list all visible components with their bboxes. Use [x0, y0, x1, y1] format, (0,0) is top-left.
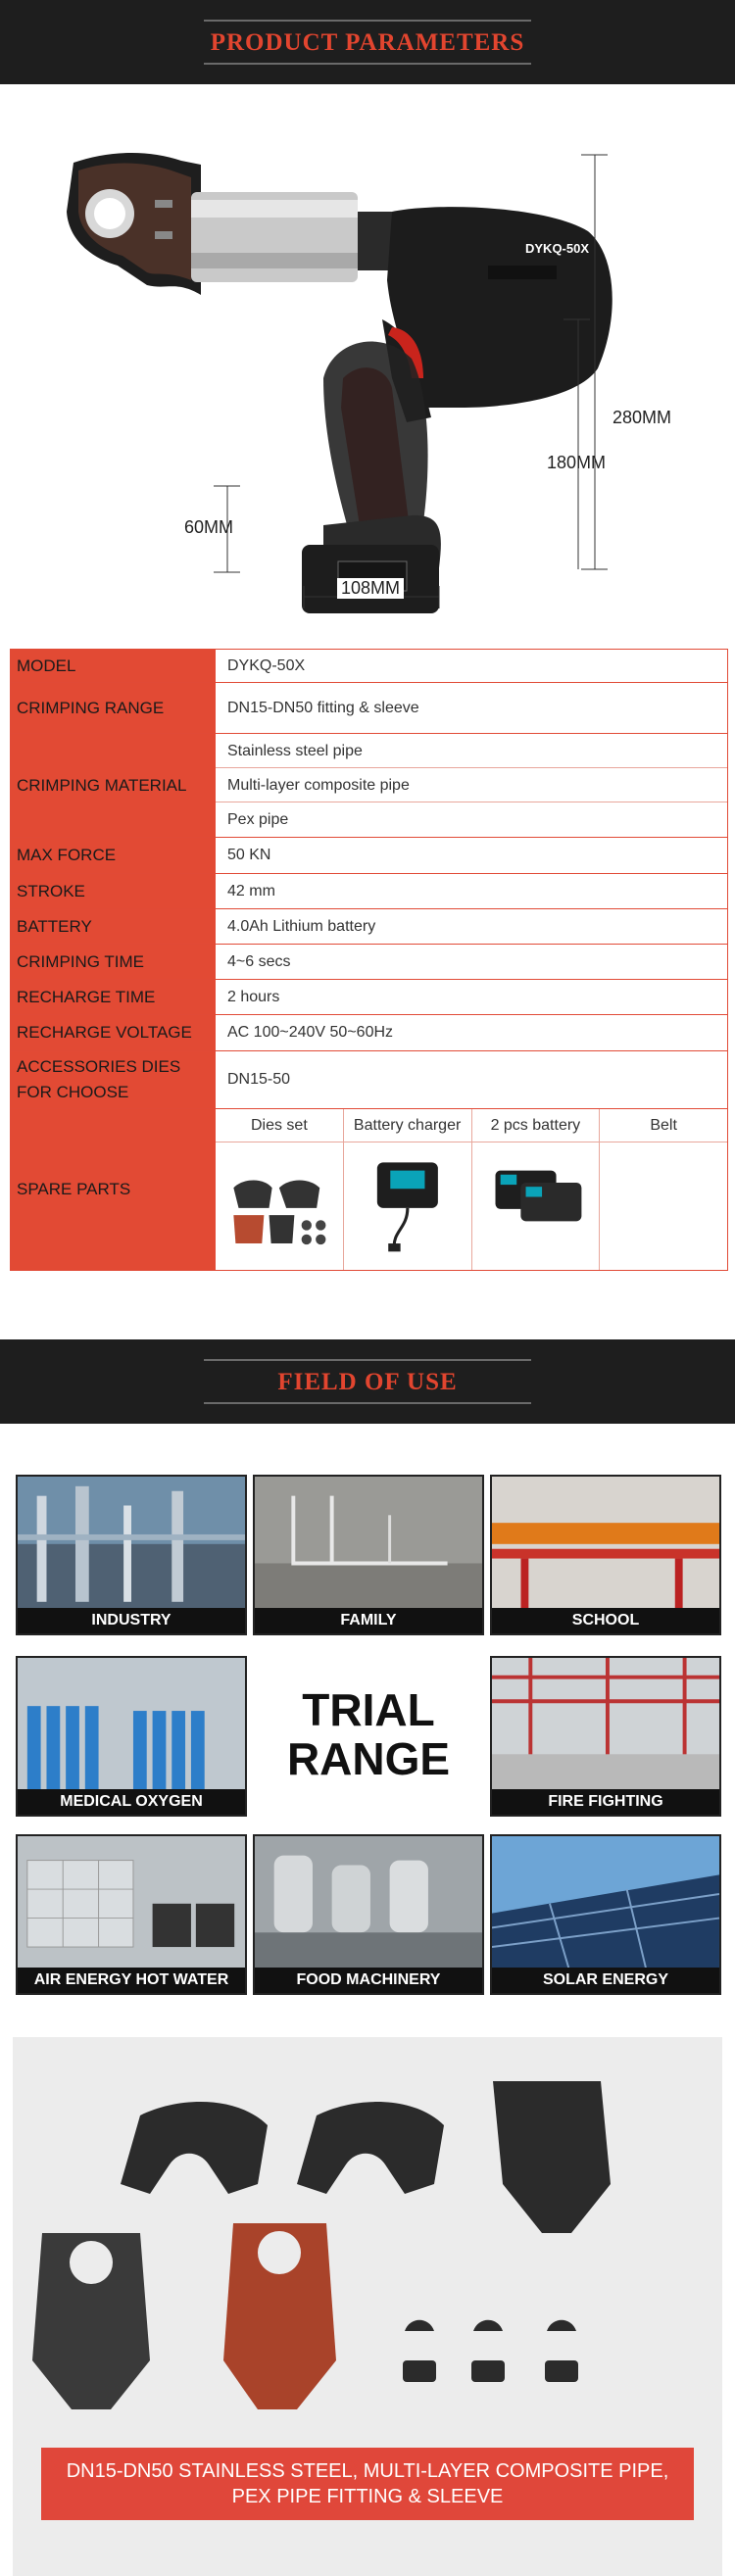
spec-value: 2 hours	[216, 980, 728, 1015]
dies-caption	[41, 2448, 694, 2520]
medical-oxygen-image	[18, 1658, 245, 1791]
section-title: FIELD OF USE	[277, 1369, 458, 1395]
spec-key: MAX FORCE	[11, 838, 216, 874]
battery-charger-icon	[352, 1152, 464, 1253]
spec-key: MODEL	[11, 650, 216, 683]
field-tile-school	[490, 1475, 721, 1635]
spec-value: 4.0Ah Lithium battery	[216, 909, 728, 945]
dies-caption-line2: PEX PIPE FITTING & SLEEVE	[231, 2486, 504, 2507]
section-header-parameters	[0, 0, 735, 84]
table-row	[11, 980, 728, 1015]
field-tile-fire-fighting	[490, 1656, 721, 1817]
field-label: FOOD MACHINERY	[255, 1968, 482, 1993]
field-tile-solar-energy	[490, 1834, 721, 1995]
spec-value: Multi-layer composite pipe	[216, 768, 727, 802]
spec-value: 4~6 secs	[216, 945, 728, 980]
trial-range-heading	[261, 1656, 476, 1817]
field-label: SCHOOL	[492, 1608, 719, 1633]
product-image-area	[0, 84, 735, 633]
field-label: FAMILY	[255, 1608, 482, 1633]
crimping-tool-illustration	[0, 84, 735, 633]
spec-value: Stainless steel pipe	[216, 734, 727, 768]
spec-key: SPARE PARTS	[11, 1109, 216, 1271]
spare-part-charger	[344, 1109, 472, 1270]
spec-value: DYKQ-50X	[216, 650, 728, 683]
air-energy-image	[18, 1836, 245, 1969]
food-machinery-image	[255, 1836, 482, 1969]
field-tile-industry	[16, 1475, 247, 1635]
table-row	[11, 838, 728, 874]
field-tile-medical-oxygen	[16, 1656, 247, 1817]
section-header-field-of-use	[0, 1339, 735, 1424]
table-row	[11, 683, 728, 734]
spec-key: BATTERY	[11, 909, 216, 945]
spec-value: DN15-DN50 fitting & sleeve	[216, 683, 728, 734]
range-text: RANGE	[286, 1733, 451, 1784]
header-rule-bottom	[204, 1402, 531, 1404]
dimension-body-height: 180MM	[547, 453, 607, 472]
dimension-battery-height: 60MM	[184, 517, 234, 537]
spare-part-dies	[216, 1109, 344, 1270]
field-label: FIRE FIGHTING	[492, 1789, 719, 1815]
spec-key: RECHARGE VOLTAGE	[11, 1015, 216, 1051]
spec-key: STROKE	[11, 874, 216, 909]
spare-part-label: Battery charger	[344, 1109, 471, 1142]
table-row	[11, 650, 728, 683]
spec-value: 50 KN	[216, 838, 728, 874]
spec-value: 42 mm	[216, 874, 728, 909]
header-rule-bottom	[204, 63, 531, 65]
spec-table	[10, 649, 728, 1271]
spec-value: DN15-50	[216, 1051, 728, 1109]
table-row	[11, 874, 728, 909]
header-rule-top	[204, 20, 531, 22]
model-on-body: DYKQ-50X	[525, 241, 590, 256]
field-tile-food-machinery	[253, 1834, 484, 1995]
spec-value: Pex pipe	[227, 811, 289, 828]
family-image	[255, 1477, 482, 1610]
spare-parts-cell	[216, 1109, 728, 1271]
spare-part-label: Belt	[600, 1109, 727, 1142]
table-row	[11, 1015, 728, 1051]
spec-value: AC 100~240V 50~60Hz	[216, 1015, 728, 1051]
field-tile-air-energy-hot-water	[16, 1834, 247, 1995]
field-tile-family	[253, 1475, 484, 1635]
battery-icon	[480, 1152, 592, 1253]
dies-caption-line1: DN15-DN50 STAINLESS STEEL, MULTI-LAYER COMPOSITE PIPE,	[66, 2460, 669, 2482]
fire-fighting-image	[492, 1658, 719, 1791]
spec-key: CRIMPING RANGE	[11, 683, 216, 734]
table-row	[11, 945, 728, 980]
spec-key: RECHARGE TIME	[11, 980, 216, 1015]
spare-part-label: 2 pcs battery	[472, 1109, 600, 1142]
field-of-use-grid	[16, 1475, 721, 1992]
spare-part-label: Dies set	[216, 1109, 343, 1142]
table-row	[11, 1051, 728, 1109]
field-label: SOLAR ENERGY	[492, 1968, 719, 1993]
spare-part-belt	[600, 1109, 727, 1270]
solar-energy-image	[492, 1836, 719, 1969]
table-row	[11, 1109, 728, 1271]
dies-set-icon	[223, 1152, 335, 1253]
spec-key: ACCESSORIES DIES FOR CHOOSE	[11, 1051, 216, 1109]
trial-text: TRIAL	[302, 1684, 435, 1735]
spare-part-battery	[472, 1109, 601, 1270]
industry-image	[18, 1477, 245, 1610]
dimension-total-height: 280MM	[612, 408, 672, 427]
spec-value-list	[216, 734, 728, 838]
section-title: PRODUCT PARAMETERS	[210, 29, 525, 56]
field-label: MEDICAL OXYGEN	[18, 1789, 245, 1815]
header-rule-top	[204, 1359, 531, 1361]
field-label: AIR ENERGY HOT WATER	[18, 1968, 245, 1993]
spec-key: CRIMPING MATERIAL	[11, 734, 216, 838]
dimension-width: 108MM	[337, 578, 404, 599]
table-row	[11, 734, 728, 838]
table-row	[11, 909, 728, 945]
field-label: INDUSTRY	[18, 1608, 245, 1633]
spec-key: CRIMPING TIME	[11, 945, 216, 980]
school-image	[492, 1477, 719, 1610]
